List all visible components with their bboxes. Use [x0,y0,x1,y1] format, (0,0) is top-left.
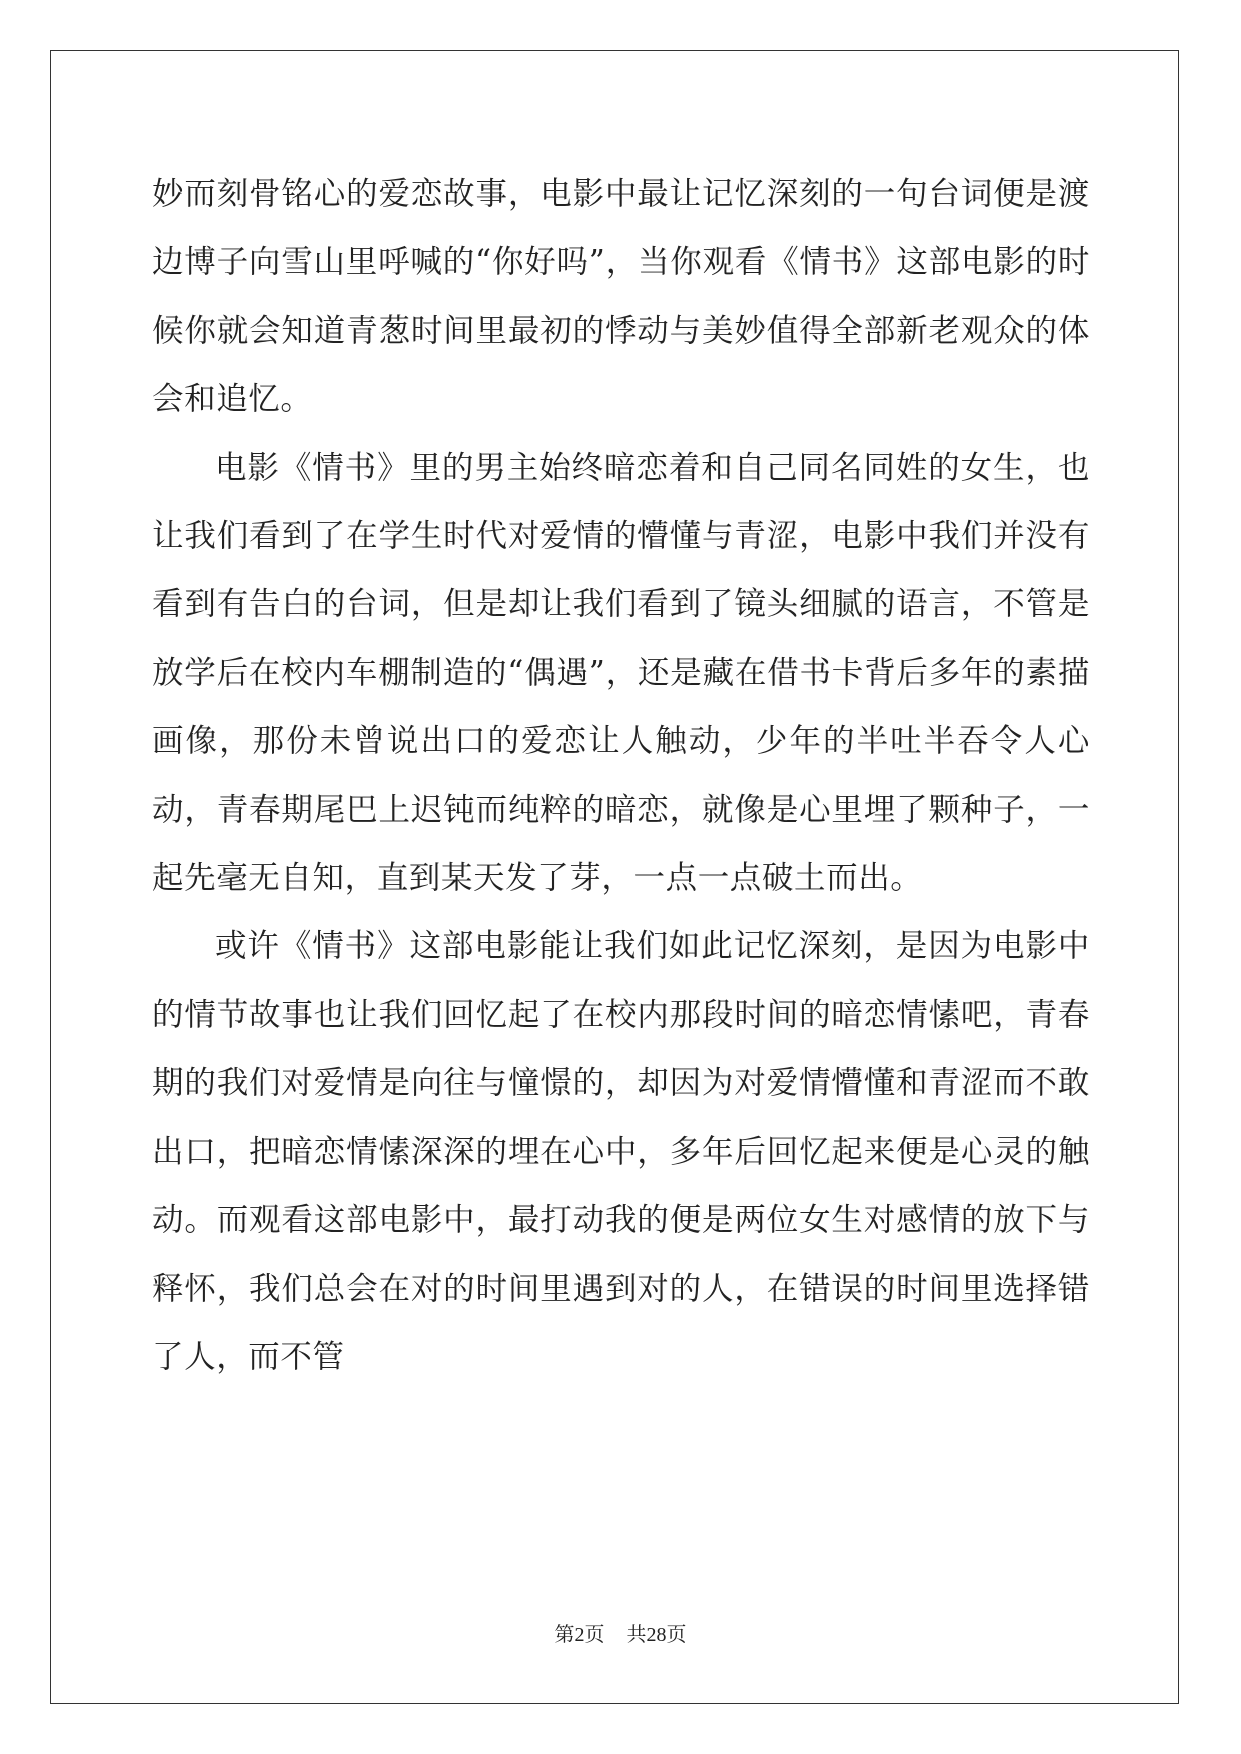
page-total: 共28页 [626,1624,687,1646]
paragraph-3: 或许《情书》这部电影能让我们如此记忆深刻，是因为电影中的情节故事也让我们回忆起了在校内那段时间的暗恋情愫吧，青春期的我们对爱情是向往与憧憬的，却因为对爱情懵懂和青涩而不敢出口，把暗恋情愫深深的埋在心中，多年后回忆起来便是心灵的触动。而观看这部电影中，最打动我的便是两位女生对感情的放下与释怀，我们总会在对的时间里遇到对的人，在错误的时间里选择错了人，而不管 [152,928,1090,1375]
page-number: 第2页 [554,1624,605,1646]
paragraph-2: 电影《情书》里的男主始终暗恋着和自己同名同姓的女生，也让我们看到了在学生时代对爱情的懵懂与青涩，电影中我们并没有看到有告白的台词，但是却让我们看到了镜头细腻的语言，不管是放学后在校内车棚制造的“偶遇”，还是藏在借书卡背后多年的素描画像，那份未曾说出口的爱恋让人触动，少年的半吐半吞令人心动，青春期尾巴上迟钝而纯粹的暗恋，就像是心里埋了颗种子，一起先毫无自知，直到某天发了芽，一点一点破土而出。 [152,449,1090,897]
page-footer [0,1618,1241,1647]
paragraph-1: 妙而刻骨铭心的爱恋故事，电影中最让记忆深刻的一句台词便是渡边博子向雪山里呼喊的“你好吗”，当你观看《情书》这部电影的时候你就会知道青葱时间里最初的悸动与美妙值得全部新老观众的体会和追忆。 [152,176,1090,418]
document-body [152,160,1090,1391]
